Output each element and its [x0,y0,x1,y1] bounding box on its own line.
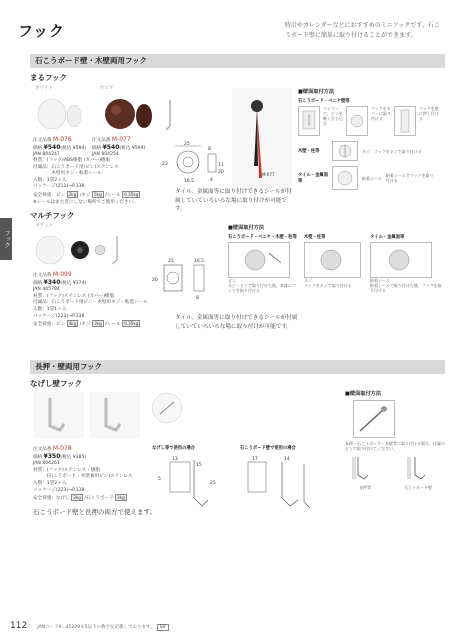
section-band-nageshi: 長押・壁両用フック [30,360,445,374]
side-tab-hook[interactable]: フック [0,218,12,260]
footer-note: JANコード9...45209８5以下の数字を記載しております。 [37,625,155,630]
install-title: ■壁面取付方法 [228,225,265,231]
nageshi-hook-title: なげし壁フック [30,379,82,388]
maru-dimension-diagram [150,140,230,185]
maru-sepia-spec: 注文品番 M-077 価格 ¥540(税込 ¥594) JAN 804254 [92,136,146,158]
nageshi-diagram-2 [238,454,328,522]
color-label-white: ホワイト [35,86,53,91]
svg-text:23: 23 [162,162,168,167]
multi-spec: 注文品番 M-099 価格 ¥340(税込 ¥374) JAN 405784 材質：(フック)ステンレス (カバー)樹脂 付属品：石こうボード用ピン・木壁用ネジ・粘着シール 入数：1袋1ヶ入 パッケージ(223)→P.138 安全荷重：ピン 4kg /ネジ 3kg /シール 0.35kg [33,271,148,328]
load-badge: 2kg [73,495,81,501]
maru-spec-lines: 材質：(フック)ABS樹脂 (カバー)樹脂 付属品：石こうボード用(ピン)ステンレス 木壁用ネジ・粘着シール 入数：1袋2ヶ入 パッケージ(211)→P.138 安全荷重：ピン 2kg /ネジ 5kg /シール 0.35kg ※シールはまたぎにしない場所でご使用ください。 [33,158,139,205]
install-step-image [228,242,290,278]
load-badge: 0.35kg [124,191,139,197]
maru-note: タイル、金属面等に取り付けできるシールが付属していていろいろな場に取り付けが可能です。 [175,189,292,212]
install-step-image [346,106,368,136]
svg-text:16.5: 16.5 [194,259,205,264]
price: ¥540 [102,143,120,151]
load-badge: 5kg [94,191,102,197]
maru-usage-photo [232,88,292,190]
price: ¥540 [43,143,61,151]
install-step-image [332,166,358,190]
install-step-image [298,106,320,136]
svg-text:13: 13 [172,457,178,462]
order-number: M-076 [52,136,72,143]
svg-text:14: 14 [284,457,290,462]
svg-text:5: 5 [158,477,161,482]
maru-hook-title: まるフック [30,73,67,82]
nageshi-usage: 石こうボード壁と長押の両方で使えます。 [33,508,156,516]
page-footer [10,621,169,631]
page-number: 112 [10,621,28,631]
svg-text:4: 4 [210,178,213,183]
svg-text:20: 20 [152,278,158,283]
maru-install-panel: ■壁面取付方法 石こうボード・ベニヤ壁等 ハンマーで、ピンを軽く打ち込む フックをカバーに取り付ける フックを壁に押し付ける 木壁・柱等 ネジ フックをネジで取り付ける タイル・金属面等 粘着シール 粘着シールでフックを取り付ける [298,88,446,206]
diagram-board-title: 石こうボード壁で使用の場合 [240,446,296,451]
multi-install-panel: ■壁面取付方法 石こうボード・ベニヤ・木壁・柱等 ピン ネジ・ピンで取り付けた後、本体にフックを取り付ける 木壁・柱等 ネジ フックをネジで取り付ける タイル・金属面等 粘着シール 粘着シールで取り付けた後、フックを取り付ける [228,224,446,304]
load-badge: 2kg [68,191,77,197]
maru-white-spec: 注文品番 M-076 価格 ¥540(税込 ¥594) JAN 804247 [33,136,87,158]
install-step-image [304,242,361,278]
nageshi-install-panel: ■壁面取付方法 長押・石こうボード・木壁等に取り付ける場合、付属のピンで取り付けてください。 長押等 石こうボード壁 [345,391,445,490]
load-badge: 0.35kg [124,321,139,327]
svg-text:25: 25 [184,142,190,147]
install-step-image [370,242,432,278]
svg-text:25: 25 [168,259,174,264]
install-step-image [353,400,395,438]
order-number: M-077 [111,136,131,143]
svg-text:M-077: M-077 [262,172,275,177]
maru-hook-photos [32,92,182,134]
load-badge: 3kg [117,495,125,501]
svg-text:20: 20 [218,170,224,175]
nageshi-spec: 注文品番 M-078 価格 ¥350(税込 ¥385) JAN 804261 材質：(フック)ステンレス・樹脂 (石こうボード・木壁兼用ピン)ステンレス 入数：1袋2ヶ入 パッケージ(223)→P.138 安全荷重：なげし 2kg /石こうボード 3kg [33,445,133,502]
diagram-nageshi-title: なげし等で使用の場合 [152,446,195,451]
svg-text:15: 15 [196,463,202,468]
price: ¥350 [43,452,61,460]
nageshi-diagram-1 [150,454,232,522]
install-step-image [394,106,416,136]
multi-note: タイル、金属面等に取り付けできるシールが付属していていろいろな場に取り付けが可能です。 [175,315,298,330]
multi-dimension-diagram [150,253,220,301]
svg-text:17: 17 [252,457,258,462]
install-title: ■壁面取付方法 [298,89,335,95]
install-step-image [332,141,358,161]
section-band-board-wood: 石こうボード壁・木壁両用フック [30,54,445,68]
color-label-black: ブラック [35,224,53,229]
price: ¥340 [43,278,61,286]
color-label-sepia: セピア [100,86,114,91]
footer-badge: SV [157,624,169,631]
load-badge: 3kg [94,321,102,327]
load-badge: 4kg [68,321,77,327]
nageshi-hook-photos [30,390,142,440]
svg-text:25: 25 [210,481,216,486]
multi-hook-title: マルチフック [30,211,75,220]
multi-hook-photos [32,230,132,270]
svg-text:8: 8 [196,296,199,301]
page-intro: 時計やカレンダーなどにおすすめのミニフックです。石こうボード壁に簡単に取り付けることができます。 [285,22,440,39]
svg-text:16.5: 16.5 [184,179,195,184]
order-number: M-078 [52,445,72,452]
nageshi-pin-photo [148,388,186,428]
svg-text:8: 8 [208,147,211,152]
svg-text:11: 11 [218,163,224,168]
page-title: フック [18,22,65,40]
install-title: ■壁面取付方法 [345,391,382,397]
order-number: M-099 [52,271,72,278]
